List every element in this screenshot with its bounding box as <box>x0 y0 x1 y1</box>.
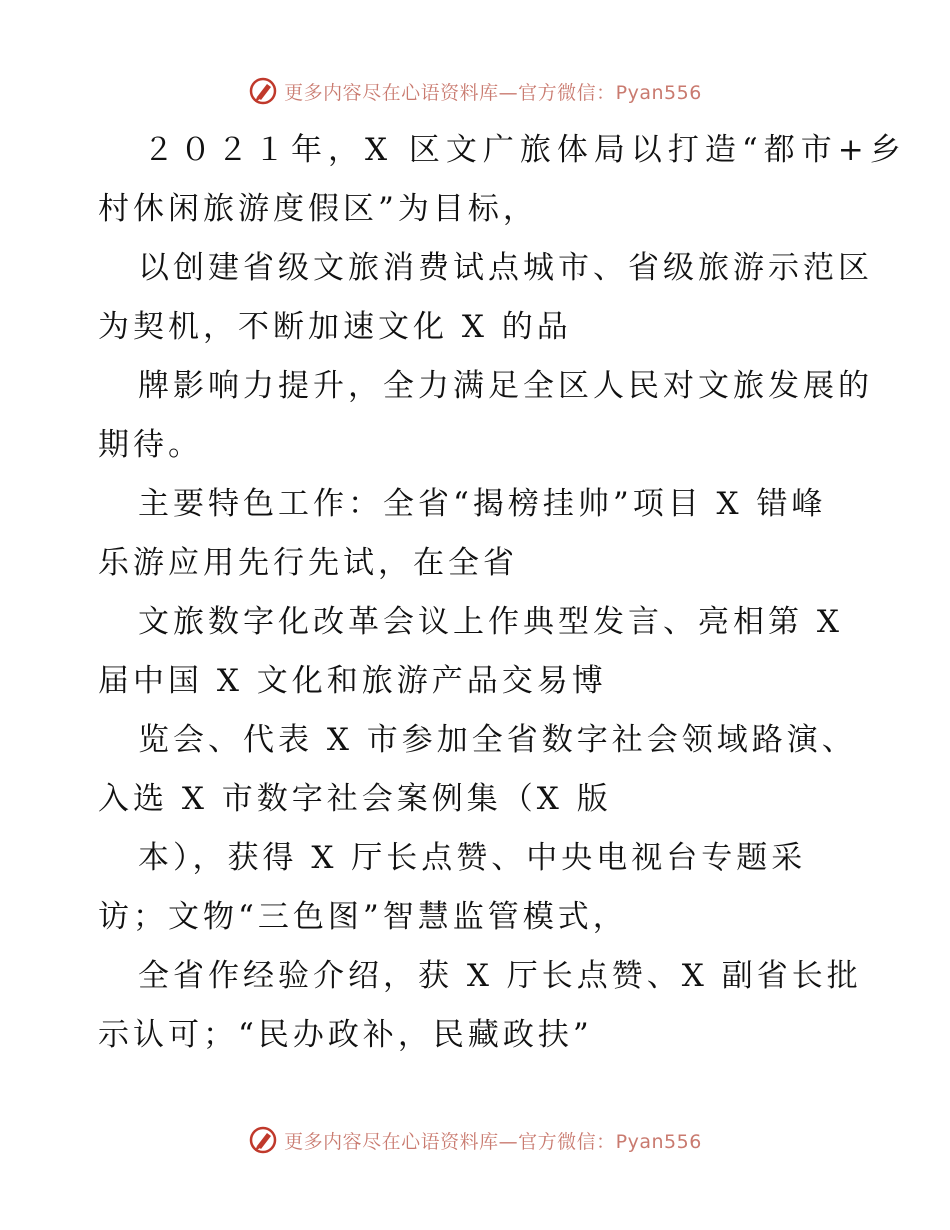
paragraph-line: 示认可；“民办政补，民藏政扶” <box>98 1017 593 1053</box>
paragraph-line: 本），获得 X 厅长点赞、中央电视台专题采 <box>138 840 807 876</box>
paragraph <box>0 593 950 711</box>
watermark-text: 更多内容尽在心语资料库—官方微信：Pyan556 <box>284 1130 702 1153</box>
document-body <box>0 121 950 1065</box>
paragraph-line: 文旅数字化改革会议上作典型发言、亮相第 X <box>138 604 843 640</box>
paragraph <box>0 947 950 1065</box>
paragraph-line: 期待。 <box>98 427 203 463</box>
paragraph <box>0 475 950 593</box>
paragraph <box>0 711 950 829</box>
paragraph <box>0 829 950 947</box>
paragraph-line: 览会、代表 X 市参加全省数字社会领域路演、 <box>138 722 857 758</box>
paragraph <box>0 239 950 357</box>
paragraph-line: 访；文物“三色图”智慧监管模式， <box>98 899 628 935</box>
paragraph-line: 村休闲旅游度假区”为目标， <box>98 191 538 227</box>
watermark-header <box>0 73 950 109</box>
paragraph-line: 入选 X 市数字社会案例集（X 版 <box>98 781 612 817</box>
paragraph <box>0 121 950 239</box>
watermark-footer <box>0 1122 950 1158</box>
pen-logo-icon <box>248 76 278 106</box>
paragraph-line: 为契机，不断加速文化 X 的品 <box>98 309 572 345</box>
paragraph <box>0 357 950 475</box>
paragraph-line: 牌影响力提升，全力满足全区人民对文旅发展的 <box>138 368 873 404</box>
paragraph-line: 届中国 X 文化和旅游产品交易博 <box>98 663 607 699</box>
watermark-text: 更多内容尽在心语资料库—官方微信：Pyan556 <box>284 81 702 104</box>
paragraph-line: 以创建省级文旅消费试点城市、省级旅游示范区 <box>138 250 873 286</box>
paragraph-line: 全省作经验介绍，获 X 厅长点赞、X 副省长批 <box>138 958 862 994</box>
pen-logo-icon <box>248 1125 278 1155</box>
paragraph-line: 主要特色工作：全省“揭榜挂帅”项目 X 错峰 <box>138 486 827 522</box>
paragraph-line: ２０２１年，X 区文广旅体局以打造“都市+乡 <box>143 132 907 168</box>
paragraph-line: 乐游应用先行先试，在全省 <box>98 545 518 581</box>
